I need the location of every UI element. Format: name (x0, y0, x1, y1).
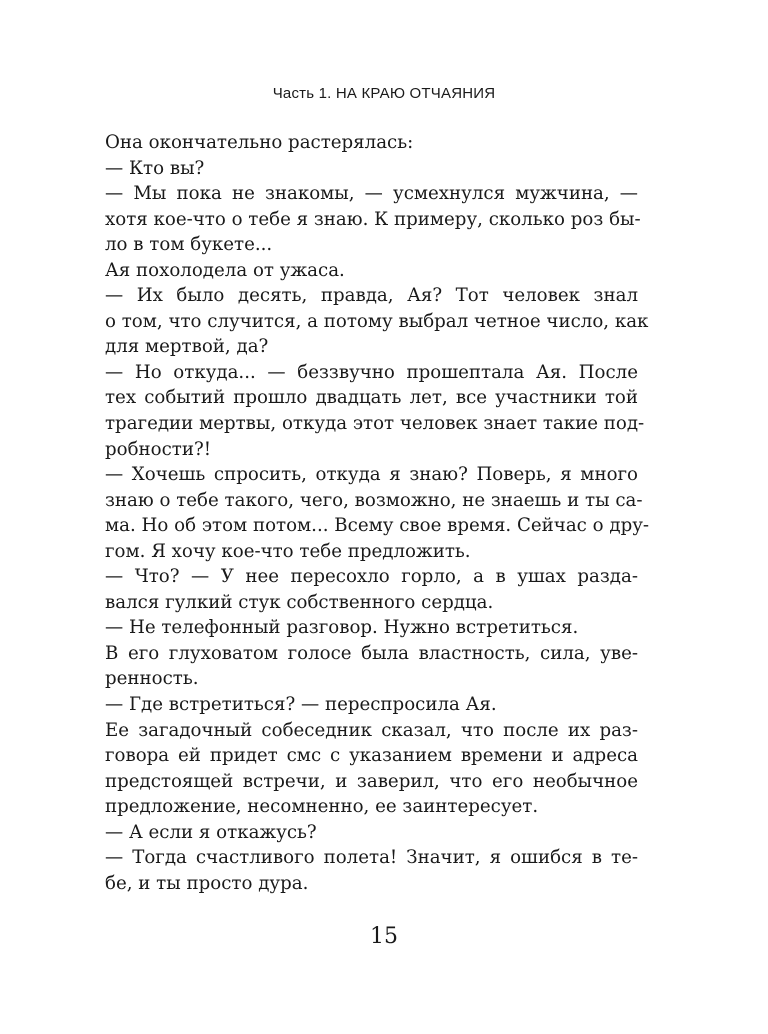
text-line: хотя кое-что о тебе я знаю. К примеру, сколько роз бы- (105, 208, 641, 230)
text-line: предстоящей встречи, и заверил, что его необычное (105, 770, 638, 792)
text-line: говора ей придет смс с указанием времени и адреса (105, 745, 638, 767)
text-line: В его глуховатом голосе была властность, сила, уве- (105, 642, 638, 664)
text-line: — Тогда счастливого полета! Значит, я ошибся в те- (105, 847, 638, 869)
text-line: — Что? — У нее пересохло горло, а в ушах разда- (105, 566, 638, 588)
text-line: предложение, несомненно, ее заинтересует. (105, 796, 539, 818)
body-text (105, 130, 650, 896)
text-line: о том, что случится, а потому выбрал четное число, как (105, 310, 649, 332)
page-number: 15 (370, 924, 398, 949)
running-head: Часть 1. НА КРАЮ ОТЧАЯНИЯ (272, 85, 496, 102)
text-line: тех событий прошло двадцать лет, все участники той (105, 387, 638, 409)
text-line: — Не телефонный разговор. Нужно встретиться. (105, 617, 579, 639)
text-line: — Где встретиться? — переспросила Ая. (105, 694, 497, 716)
text-line: трагедии мертвы, откуда этот человек знает такие под- (105, 413, 645, 435)
text-line: — Кто вы? (105, 157, 205, 179)
text-line: — А если я откажусь? (105, 821, 317, 843)
text-line: — Их было десять, правда, Ая? Тот человек знал (105, 285, 638, 307)
text-line: робности?! (105, 438, 212, 460)
text-line: Она окончательно растерялась: (105, 132, 414, 153)
text-line: бе, и ты просто дура. (105, 872, 309, 894)
text-line: гом. Я хочу кое-что тебе предложить. (105, 540, 471, 562)
text-line: ло в том букете... (105, 234, 273, 256)
text-line: ма. Но об этом потом... Всему свое время. Сейчас о дру- (105, 515, 650, 537)
text-line: вался гулкий стук собственного сердца. (105, 591, 494, 613)
text-line: Ее загадочный собеседник сказал, что после их раз- (105, 719, 638, 741)
text-line: ренность. (105, 668, 199, 690)
text-line: Ая похолодела от ужаса. (105, 259, 345, 281)
text-line: — Но откуда... — беззвучно прошептала Ая. После (105, 361, 638, 383)
text-line: знаю о тебе такого, чего, возможно, не знаешь и ты са- (105, 489, 643, 511)
text-line: — Мы пока не знакомы, — усмехнулся мужчина, — (105, 183, 638, 205)
text-line: для мертвой, да? (105, 336, 269, 358)
text-line: — Хочешь спросить, откуда я знаю? Поверь, я много (105, 464, 638, 486)
